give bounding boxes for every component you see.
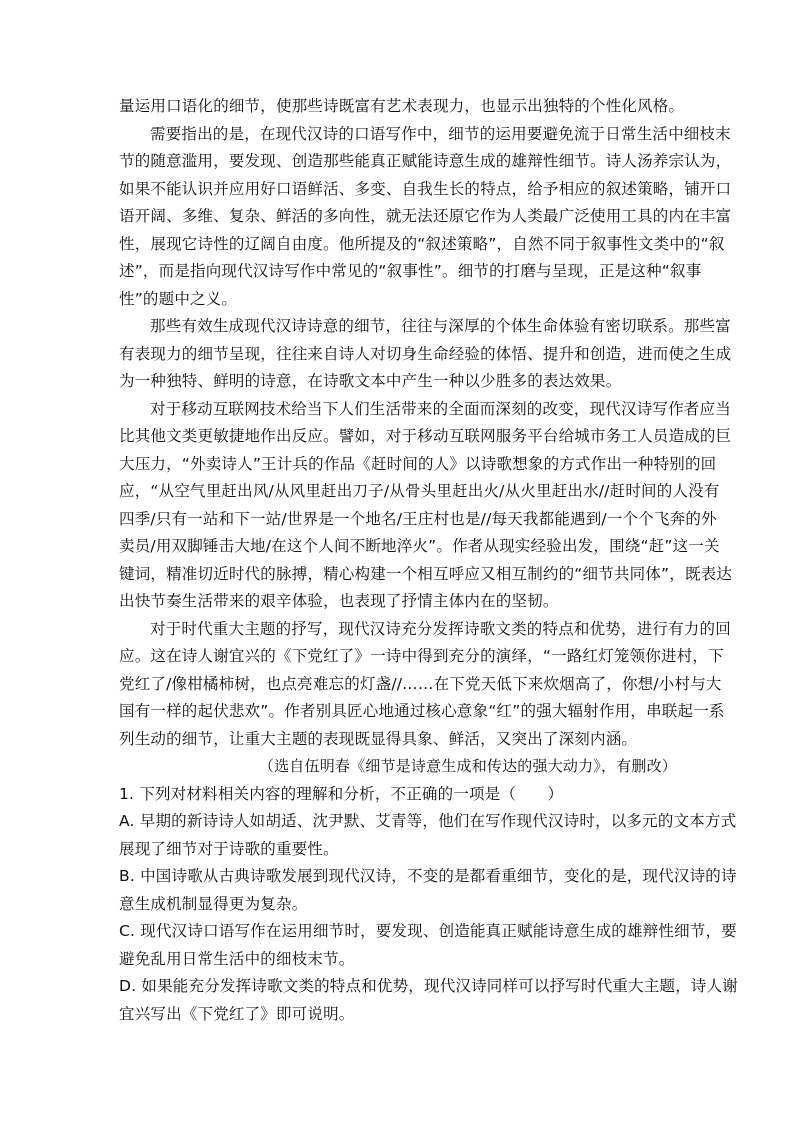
paragraph-2 (119, 121, 732, 314)
text-line: 对于时代重大主题的抒写，现代汉诗充分发挥诗歌文类的特点和优势，进行有力的回 (150, 619, 731, 638)
text-line: 那些有效生成现代汉诗诗意的细节，往往与深厚的个体生命体验有密切联系。那些富 (150, 317, 731, 335)
document-page (119, 93, 738, 1028)
option-line: D. 如果能充分发挥诗歌文类的特点和优势，现代汉诗同样可以抒写时代重大主题，诗人谢 (119, 977, 738, 995)
text-line: 量运用口语化的细节，使那些诗既富有艺术表现力，也显示出独特的个性化风格。 (119, 97, 685, 115)
text-line: 四季/只有一站和下一站/世界是一个地名/王庄村也是//每天我都能遇到/一个个飞奔的外 (119, 509, 717, 528)
question-block (119, 781, 738, 1029)
text-line: 卖员/用双脚锤击大地/在这个人间不断地淬火”。作者从现实经验出发，围绕“赶”这一关 (119, 537, 720, 555)
option-a[interactable] (119, 808, 737, 863)
text-line: 需要指出的是，在现代汉诗的口语写作中，细节的运用要避免流于日常生活中细枝末 (150, 124, 731, 143)
paragraph-4 (119, 396, 733, 616)
source-citation: （选自伍明春《细节是诗意生成和传达的强大动力》，有删改） (258, 757, 677, 775)
text-line: 党红了/像柑橘柿树，也点亮难忘的灯盏//……在下党天低下来炊烟高了，你想/小村与大 (119, 674, 722, 693)
option-b[interactable] (119, 863, 737, 918)
option-line: 宜兴写出《下党红了》即可说明。 (119, 1004, 355, 1023)
article-body (119, 93, 733, 781)
text-line: 为一种独特、鲜明的诗意，在诗歌文本中产生一种以少胜多的表达效果。 (119, 372, 622, 390)
text-line: 键词，精准切近时代的脉搏，精心构建一个相互呼应又相互制约的“细节共同体”，既表达 (119, 564, 733, 583)
text-line: 对于移动互联网技术给当下人们生活带来的全面而深刻的改变，现代汉诗写作者应当 (150, 399, 731, 418)
text-line: 述”，而是指向现代汉诗写作中常见的“叙事性”。细节的打磨与呈现，正是这种“叙事 (119, 262, 702, 280)
paragraph-3 (119, 313, 732, 396)
paragraph-5 (119, 616, 731, 754)
question-stem: 1. 下列对材料相关内容的理解和分析，不正确的一项是（ ） (119, 784, 564, 803)
text-line: 比其他文类更敏捷地作出反应。譬如，对于移动互联网服务平台给城市务工人员造成的巨 (119, 427, 732, 445)
option-line: 展现了细节对于诗歌的重要性。 (119, 839, 339, 858)
text-line: 出快节奏生活带来的艰辛体验，也表现了抒情主体内在的坚韧。 (119, 592, 559, 610)
text-line: 语开阔、多维、复杂、鲜活的多向性，就无法还原它作为人类最广泛使用工具的内在丰富 (119, 207, 732, 225)
option-line: B. 中国诗歌从古典诗歌发展到现代汉诗，不变的是都看重细节，变化的是，现代汉诗的诗 (119, 867, 737, 885)
text-line: 国有一样的起伏悲欢”。作者别具匠心地通过核心意象“红”的强大辐射作用，串联起一系 (119, 702, 725, 720)
text-line: 节的随意滥用，要发现、创造那些能真正赋能诗意生成的雄辩性细节。诗人汤养宗认为， (119, 152, 732, 170)
text-line: 大压力，“外卖诗人”王计兵的作品《赶时间的人》以诗歌想象的方式作出一种特别的回 (119, 454, 717, 473)
text-line: 性”的题中之义。 (119, 289, 238, 308)
option-line: C. 现代汉诗口语写作在运用细节时，要发现、创造能真正赋能诗意生成的雄辩性细节，要 (119, 922, 737, 940)
text-line: 列生动的细节，让重大主题的表现既显得具象、鲜活，又突出了深刻内涵。 (119, 729, 638, 748)
option-line: A. 早期的新诗诗人如胡适、沈尹默、艾青等，他们在写作现代汉诗时，以多元的文本方式 (119, 812, 737, 830)
text-line: 有表现力的细节呈现，往往来自诗人对切身生命经验的体悟、提升和创造，进而使之生成 (119, 344, 732, 363)
text-line: 如果不能认识并应用好口语鲜活、多变、自我生长的特点，给予相应的叙述策略，铺开口 (119, 179, 732, 198)
text-line: 应。这在诗人谢宜兴的《下党红了》一诗中得到充分的演绎，“一路红灯笼领你进村，下 (119, 647, 724, 665)
option-c[interactable] (119, 918, 737, 973)
option-d[interactable] (119, 973, 738, 1028)
option-line: 避免乱用日常生活中的细枝末节。 (119, 949, 355, 968)
text-line: 性，展现它诗性的辽阔自由度。他所提及的“叙述策略”，自然不同于叙事性文类中的“叙 (119, 234, 725, 253)
option-line: 意生成机制显得更为复杂。 (119, 894, 308, 913)
paragraph-1 (119, 93, 685, 121)
text-line: 应，“从空气里赶出风/从风里赶出刀子/从骨头里赶出火/从火里赶出水//赶时间的人没有 (119, 482, 720, 500)
